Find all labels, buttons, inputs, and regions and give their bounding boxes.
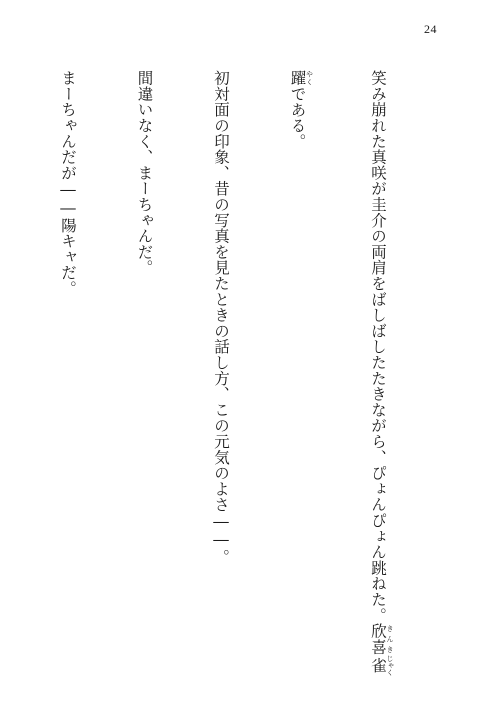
text-line-3: 初対面の印象、昔の写真を見たときの話し方、この元気のよさ――。 <box>212 70 230 565</box>
body-text <box>0 70 445 676</box>
text-line-4: 間違いなく、まーちゃんだ。 <box>135 70 154 276</box>
page-number: 24 <box>424 22 437 36</box>
ruby-kinki: きんき <box>386 623 394 655</box>
ruby-yaku: やく <box>305 70 314 86</box>
text-line-6 <box>0 70 4 660</box>
text-line-2: 躍 やくである。 <box>288 70 314 150</box>
ruby-jaku: じゃく <box>386 654 394 676</box>
text-line-1: 笑み崩れた真咲が圭介の両肩をばしばしたたきながら、ぴょんぴょん跳ねた。欣喜 きんき雀 じゃく <box>369 70 394 676</box>
text-line-5: まーちゃんだが――陽キャだ。 <box>59 70 77 297</box>
